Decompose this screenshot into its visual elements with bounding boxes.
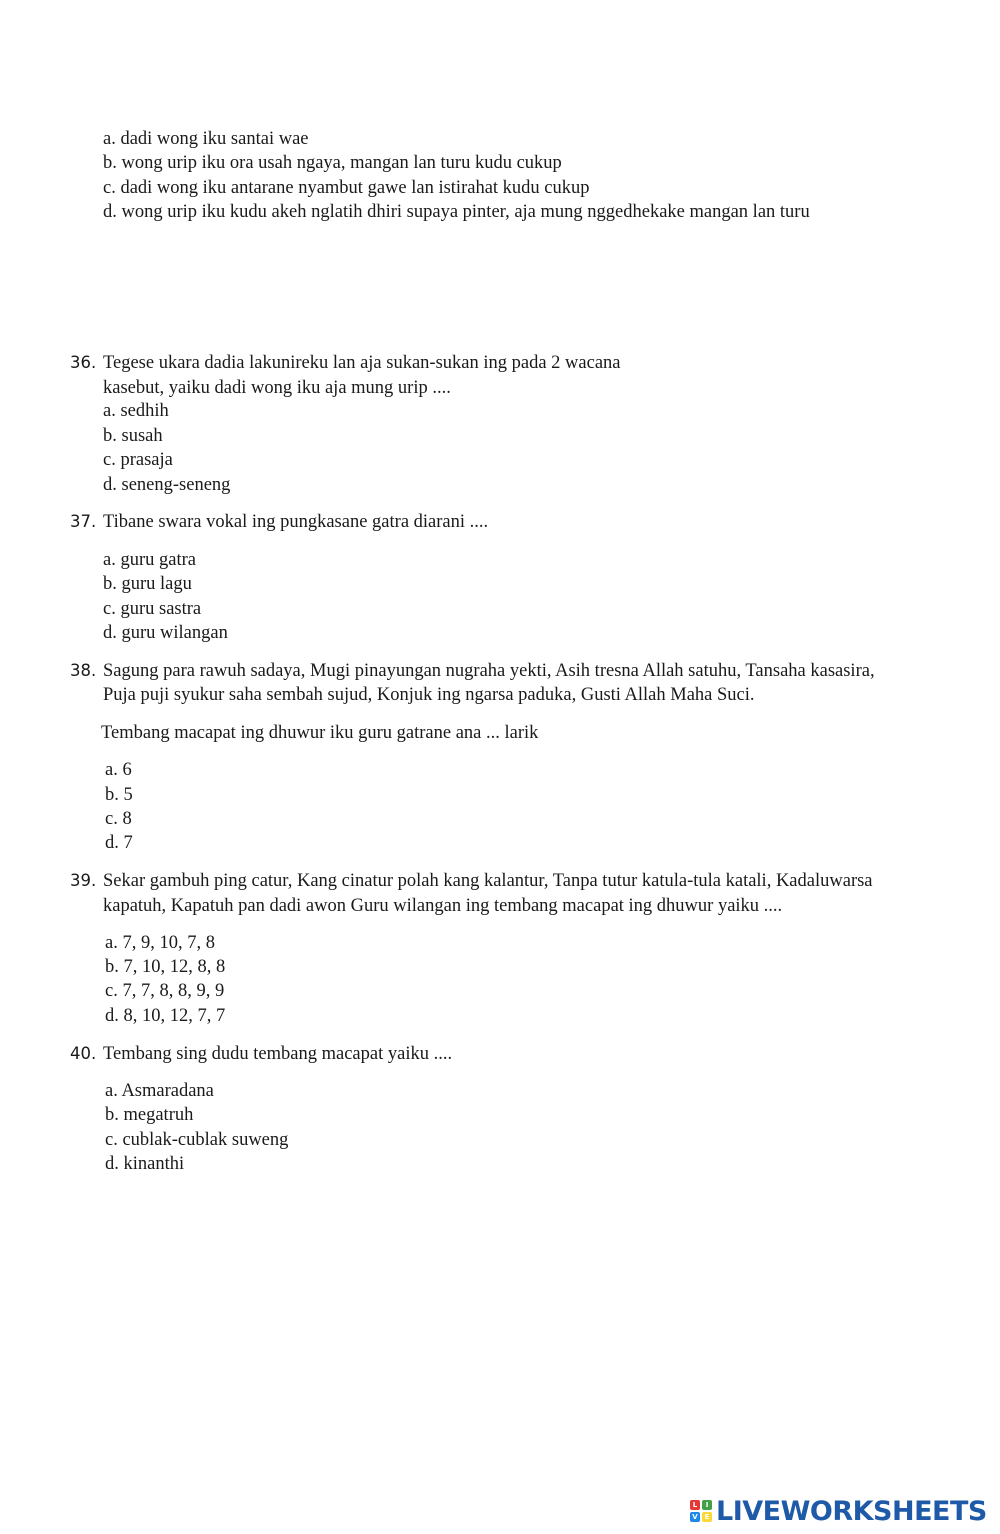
liveworksheets-logo-text: LIVEWORKSHEETS — [716, 1495, 987, 1527]
prev-option-b: b. wong urip iku ora usah ngaya, mangan lan turu kudu cukup — [103, 153, 562, 173]
question-37-option-c: c. guru sastra — [103, 599, 202, 619]
question-37-number: 37. — [70, 512, 97, 531]
logo-icon-tile-4: E — [702, 1512, 712, 1522]
question-36-option-d: d. seneng-seneng — [103, 475, 231, 495]
question-39-option-c: c. 7, 7, 8, 8, 9, 9 — [105, 981, 225, 1001]
question-36-text-line-1: Tegese ukara dadia lakunireku lan aja sukan-sukan ing pada 2 wacana — [103, 353, 621, 373]
question-38-option-d: d. 7 — [105, 833, 133, 853]
question-38-option-c: c. 8 — [105, 809, 132, 829]
question-40-option-b: b. megatruh — [105, 1105, 194, 1125]
question-36-option-c: c. prasaja — [103, 450, 173, 470]
question-39-option-b: b. 7, 10, 12, 8, 8 — [105, 957, 226, 977]
question-37-option-b: b. guru lagu — [103, 574, 192, 594]
logo-icon-tile-1: L — [690, 1500, 700, 1510]
question-39-option-d: d. 8, 10, 12, 7, 7 — [105, 1006, 226, 1026]
question-36-option-b: b. susah — [103, 426, 163, 446]
logo-icon-tile-3: V — [690, 1512, 700, 1522]
question-40-number: 40. — [70, 1044, 97, 1063]
question-40-option-c: c. cublak-cublak suweng — [105, 1130, 289, 1150]
question-39-option-a: a. 7, 9, 10, 7, 8 — [105, 933, 215, 953]
question-40-option-a: a. Asmaradana — [105, 1081, 214, 1101]
question-39-text-line-2: kapatuh, Kapatuh pan dadi awon Guru wilangan ing tembang macapat ing dhuwur yaiku .... — [103, 896, 783, 916]
question-38-text-line-2: Puja puji syukur saha sembah sujud, Konjuk ing ngarsa paduka, Gusti Allah Maha Suci. — [103, 685, 755, 705]
question-40-option-d: d. kinanthi — [105, 1154, 185, 1174]
question-39-number: 39. — [70, 871, 97, 890]
question-36-number: 36. — [70, 353, 97, 372]
question-37-text-line-1: Tibane swara vokal ing pungkasane gatra diarani .... — [103, 512, 489, 532]
liveworksheets-logo-icon — [690, 1500, 712, 1522]
question-38-prompt: Tembang macapat ing dhuwur iku guru gatrane ana ... larik — [101, 723, 539, 743]
prev-option-c: c. dadi wong iku antarane nyambut gawe lan istirahat kudu cukup — [103, 178, 590, 198]
liveworksheets-logo — [690, 1494, 987, 1528]
question-37-option-a: a. guru gatra — [103, 550, 196, 570]
question-36-text-line-2: kasebut, yaiku dadi wong iku aja mung urip .... — [103, 378, 451, 398]
question-38-number: 38. — [70, 661, 97, 680]
question-38-option-a: a. 6 — [105, 760, 132, 780]
question-40-text-line-1: Tembang sing dudu tembang macapat yaiku .... — [103, 1044, 453, 1064]
logo-icon-tile-2: I — [702, 1500, 712, 1510]
question-36-option-a: a. sedhih — [103, 401, 169, 421]
question-38-option-b: b. 5 — [105, 785, 133, 805]
question-37-option-d: d. guru wilangan — [103, 623, 228, 643]
question-39-text-line-1: Sekar gambuh ping catur, Kang cinatur polah kang kalantur, Tanpa tutur katula-tula katali, Kadaluwarsa — [103, 871, 873, 891]
prev-option-a: a. dadi wong iku santai wae — [103, 129, 309, 149]
question-38-text-line-1: Sagung para rawuh sadaya, Mugi pinayungan nugraha yekti, Asih tresna Allah satuhu, Tansaha kasasira, — [103, 661, 875, 681]
prev-option-d: d. wong urip iku kudu akeh nglatih dhiri supaya pinter, aja mung nggedhekake mangan lan turu — [103, 202, 810, 222]
